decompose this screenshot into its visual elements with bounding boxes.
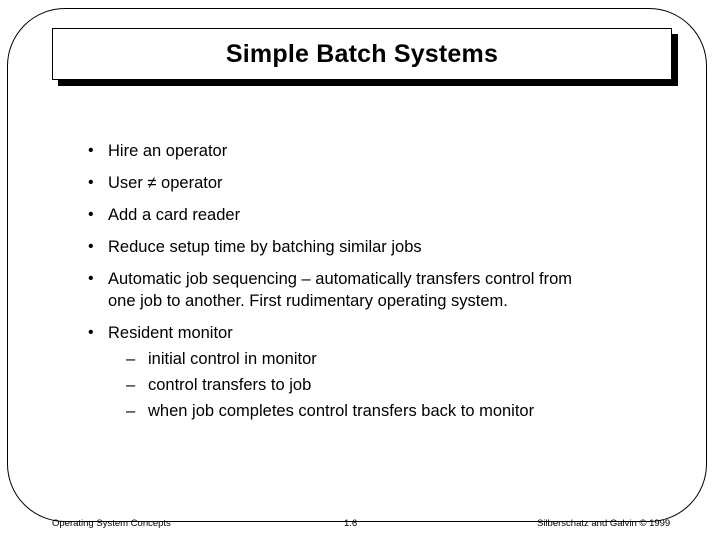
footer-book-title: Operating System Concepts bbox=[52, 518, 171, 529]
bullet-marker: • bbox=[88, 142, 94, 159]
bullet-text: Reduce setup time by batching similar jobs bbox=[108, 238, 422, 256]
footer-copyright: Silberschatz and Galvin © 1999 bbox=[537, 518, 671, 529]
footer-page-number: 1.6 bbox=[344, 518, 358, 529]
bullet-marker: • bbox=[88, 270, 94, 287]
bullet-marker: • bbox=[88, 206, 94, 223]
bullet-text: Add a card reader bbox=[108, 206, 241, 224]
bullet-text: Resident monitor bbox=[108, 324, 233, 342]
sub-bullet-marker: – bbox=[126, 350, 136, 368]
bullet-text: Hire an operator bbox=[108, 142, 228, 160]
sub-bullet-marker: – bbox=[126, 376, 136, 394]
sub-bullet-text: control transfers to job bbox=[148, 376, 312, 394]
slide-title: Simple Batch Systems bbox=[225, 39, 499, 68]
title-box bbox=[52, 28, 672, 80]
bullet-marker: • bbox=[88, 324, 94, 341]
sub-bullet-text: when job completes control transfers back to monitor bbox=[148, 402, 535, 420]
bullet-text: Automatic job sequencing – automatically transfers control from bbox=[108, 270, 573, 288]
bullet-marker: • bbox=[88, 174, 94, 191]
bullet-text: User ≠ operator bbox=[108, 174, 223, 192]
sub-bullet-marker: – bbox=[126, 402, 136, 420]
bullet-text: one job to another. First rudimentary operating system. bbox=[108, 292, 508, 310]
bullet-marker: • bbox=[88, 238, 94, 255]
sub-bullet-text: initial control in monitor bbox=[148, 350, 317, 368]
